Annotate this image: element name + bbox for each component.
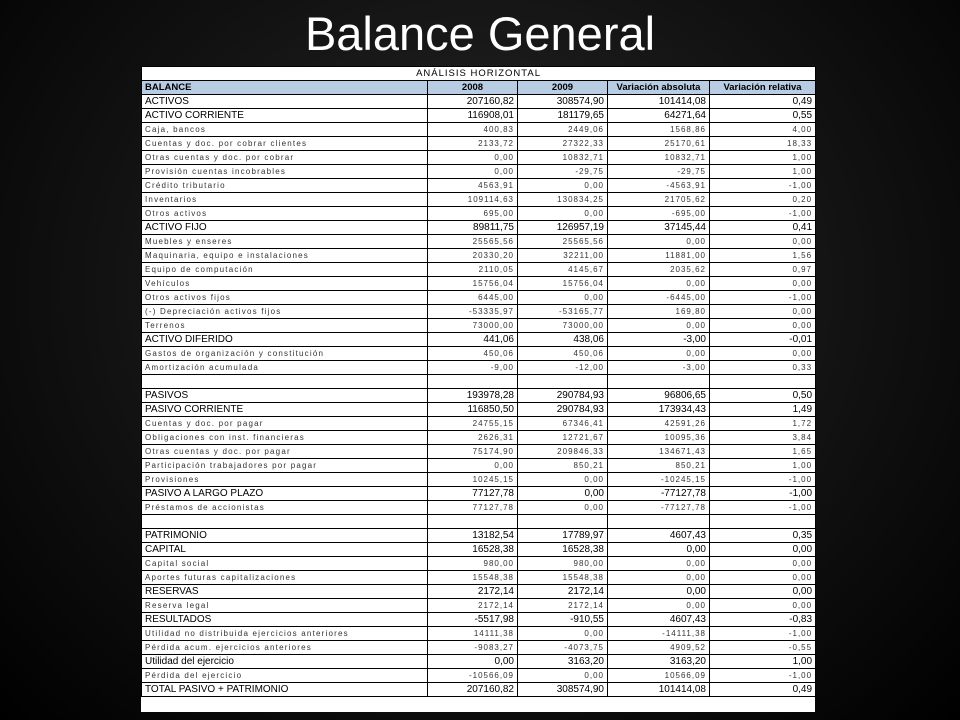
cell-2009: 12721,67 bbox=[518, 431, 608, 445]
cell-2008: 0,00 bbox=[428, 151, 518, 165]
cell-2009: 4145,67 bbox=[518, 263, 608, 277]
table-row bbox=[142, 417, 816, 431]
cell-variacion-relativa: -0,01 bbox=[710, 333, 816, 347]
cell-2009: 0,00 bbox=[518, 207, 608, 221]
cell-2009: -29,75 bbox=[518, 165, 608, 179]
cell-2009: 2172,14 bbox=[518, 599, 608, 613]
table-row bbox=[142, 179, 816, 193]
table-row bbox=[142, 641, 816, 655]
row-label: Muebles y enseres bbox=[142, 235, 428, 249]
cell-2009: 10832,71 bbox=[518, 151, 608, 165]
table-row bbox=[142, 263, 816, 277]
cell-2008: -5517,98 bbox=[428, 613, 518, 627]
table-row bbox=[142, 249, 816, 263]
cell-2009: 73000,00 bbox=[518, 319, 608, 333]
table-row bbox=[142, 669, 816, 683]
row-label: Otros activos bbox=[142, 207, 428, 221]
cell-variacion-absoluta: 64271,64 bbox=[608, 109, 710, 123]
table-row bbox=[142, 459, 816, 473]
cell-2009: 126957,19 bbox=[518, 221, 608, 235]
table-row bbox=[142, 501, 816, 515]
cell-variacion-absoluta: 0,00 bbox=[608, 277, 710, 291]
cell-2009: 0,00 bbox=[518, 291, 608, 305]
cell-2009: 438,06 bbox=[518, 333, 608, 347]
cell-2008 bbox=[428, 515, 518, 529]
cell-2009: 32211,00 bbox=[518, 249, 608, 263]
row-label: RESULTADOS bbox=[142, 613, 428, 627]
table-row bbox=[142, 599, 816, 613]
cell-2008 bbox=[428, 375, 518, 389]
cell-2008: 441,06 bbox=[428, 333, 518, 347]
cell-variacion-relativa: -1,00 bbox=[710, 207, 816, 221]
row-label: Terrenos bbox=[142, 319, 428, 333]
cell-variacion-absoluta: 4607,43 bbox=[608, 613, 710, 627]
cell-variacion-absoluta: 0,00 bbox=[608, 543, 710, 557]
cell-2008: 75174,90 bbox=[428, 445, 518, 459]
cell-variacion-relativa: 0,97 bbox=[710, 263, 816, 277]
cell-variacion-absoluta: 134671,43 bbox=[608, 445, 710, 459]
table-row bbox=[142, 403, 816, 417]
table-row bbox=[142, 431, 816, 445]
cell-2009: 0,00 bbox=[518, 179, 608, 193]
cell-2009: 290784,93 bbox=[518, 403, 608, 417]
header-balance: BALANCE bbox=[142, 81, 428, 95]
cell-2008: 6445,00 bbox=[428, 291, 518, 305]
row-label: Participación trabajadores por pagar bbox=[142, 459, 428, 473]
header-2009: 2009 bbox=[518, 81, 608, 95]
table-row bbox=[142, 291, 816, 305]
cell-variacion-relativa: 1,49 bbox=[710, 403, 816, 417]
cell-2008: 116908,01 bbox=[428, 109, 518, 123]
cell-variacion-relativa: 0,00 bbox=[710, 543, 816, 557]
cell-2008: 0,00 bbox=[428, 165, 518, 179]
table-row bbox=[142, 529, 816, 543]
row-label: ACTIVOS bbox=[142, 95, 428, 109]
table-row bbox=[142, 389, 816, 403]
cell-2008: 20330,20 bbox=[428, 249, 518, 263]
balance-table bbox=[141, 66, 816, 697]
table-row bbox=[142, 193, 816, 207]
row-label: ACTIVO FIJO bbox=[142, 221, 428, 235]
cell-2009: 25565,56 bbox=[518, 235, 608, 249]
cell-2009: 3163,20 bbox=[518, 655, 608, 669]
cell-variacion-absoluta: -3,00 bbox=[608, 361, 710, 375]
table-row bbox=[142, 277, 816, 291]
cell-2009: 0,00 bbox=[518, 501, 608, 515]
row-label: Inventarios bbox=[142, 193, 428, 207]
table-row bbox=[142, 221, 816, 235]
cell-variacion-relativa: 0,00 bbox=[710, 277, 816, 291]
cell-variacion-relativa: -1,00 bbox=[710, 473, 816, 487]
cell-2009: 0,00 bbox=[518, 669, 608, 683]
cell-2009: 850,21 bbox=[518, 459, 608, 473]
cell-variacion-relativa: 1,00 bbox=[710, 165, 816, 179]
row-label: PASIVOS bbox=[142, 389, 428, 403]
cell-variacion-relativa: 1,00 bbox=[710, 151, 816, 165]
cell-2008: 13182,54 bbox=[428, 529, 518, 543]
table-row bbox=[142, 655, 816, 669]
cell-variacion-absoluta: 4607,43 bbox=[608, 529, 710, 543]
cell-variacion-absoluta: -6445,00 bbox=[608, 291, 710, 305]
cell-variacion-absoluta: 173934,43 bbox=[608, 403, 710, 417]
row-label: Utilidad del ejercicio bbox=[142, 655, 428, 669]
table-row bbox=[142, 487, 816, 501]
table-row bbox=[142, 683, 816, 697]
header-variacion-absoluta: Variación absoluta bbox=[608, 81, 710, 95]
table-body bbox=[142, 95, 816, 697]
table-row bbox=[142, 165, 816, 179]
cell-2009 bbox=[518, 515, 608, 529]
cell-variacion-relativa: 0,50 bbox=[710, 389, 816, 403]
table-row bbox=[142, 585, 816, 599]
cell-2009: -12,00 bbox=[518, 361, 608, 375]
row-label: Vehículos bbox=[142, 277, 428, 291]
cell-2008: 116850,50 bbox=[428, 403, 518, 417]
cell-2009: 17789,97 bbox=[518, 529, 608, 543]
cell-variacion-relativa: 0,00 bbox=[710, 305, 816, 319]
slide-title: Balance General bbox=[304, 7, 656, 60]
cell-2008: 77127,78 bbox=[428, 501, 518, 515]
row-label: Préstamos de accionistas bbox=[142, 501, 428, 515]
cell-variacion-relativa: 1,56 bbox=[710, 249, 816, 263]
cell-variacion-absoluta: 0,00 bbox=[608, 585, 710, 599]
header-2008: 2008 bbox=[428, 81, 518, 95]
cell-2008: -9,00 bbox=[428, 361, 518, 375]
cell-variacion-absoluta: 10566,09 bbox=[608, 669, 710, 683]
cell-variacion-absoluta: 0,00 bbox=[608, 599, 710, 613]
row-label: Pérdida del ejercicio bbox=[142, 669, 428, 683]
cell-2008: 2110,05 bbox=[428, 263, 518, 277]
cell-variacion-relativa: 0,49 bbox=[710, 683, 816, 697]
row-label: RESERVAS bbox=[142, 585, 428, 599]
cell-variacion-relativa: 0,00 bbox=[710, 235, 816, 249]
cell-2008: 16528,38 bbox=[428, 543, 518, 557]
cell-2008: 0,00 bbox=[428, 655, 518, 669]
row-label: Reserva legal bbox=[142, 599, 428, 613]
table-row bbox=[142, 473, 816, 487]
cell-variacion-relativa: 0,55 bbox=[710, 109, 816, 123]
cell-variacion-relativa: -1,00 bbox=[710, 291, 816, 305]
cell-variacion-absoluta: -77127,78 bbox=[608, 487, 710, 501]
cell-2008: 4563,91 bbox=[428, 179, 518, 193]
cell-variacion-absoluta: 21705,62 bbox=[608, 193, 710, 207]
cell-variacion-absoluta: 10095,36 bbox=[608, 431, 710, 445]
cell-2009: 15548,38 bbox=[518, 571, 608, 585]
cell-2009: 209846,33 bbox=[518, 445, 608, 459]
cell-2009: 308574,90 bbox=[518, 95, 608, 109]
cell-variacion-relativa: -0,55 bbox=[710, 641, 816, 655]
cell-2008: 89811,75 bbox=[428, 221, 518, 235]
cell-2008: 695,00 bbox=[428, 207, 518, 221]
cell-variacion-absoluta: 2035,62 bbox=[608, 263, 710, 277]
table-caption: ANÁLISIS HORIZONTAL bbox=[142, 67, 816, 81]
cell-variacion-relativa: 0,41 bbox=[710, 221, 816, 235]
cell-2008: 24755,15 bbox=[428, 417, 518, 431]
cell-2008: 15548,38 bbox=[428, 571, 518, 585]
table-row bbox=[142, 515, 816, 529]
cell-2009: 16528,38 bbox=[518, 543, 608, 557]
cell-2008: 193978,28 bbox=[428, 389, 518, 403]
row-label: Otras cuentas y doc. por cobrar bbox=[142, 151, 428, 165]
table-row bbox=[142, 347, 816, 361]
cell-variacion-absoluta: -3,00 bbox=[608, 333, 710, 347]
cell-variacion-relativa: -1,00 bbox=[710, 669, 816, 683]
table-caption-row bbox=[142, 67, 816, 81]
cell-variacion-absoluta bbox=[608, 515, 710, 529]
row-label: Provisiones bbox=[142, 473, 428, 487]
cell-2009: 130834,25 bbox=[518, 193, 608, 207]
row-label: Aportes futuras capitalizaciones bbox=[142, 571, 428, 585]
cell-2009 bbox=[518, 375, 608, 389]
cell-variacion-absoluta bbox=[608, 375, 710, 389]
cell-2009: 0,00 bbox=[518, 473, 608, 487]
cell-2008: 14111,38 bbox=[428, 627, 518, 641]
row-label: PASIVO A LARGO PLAZO bbox=[142, 487, 428, 501]
cell-variacion-relativa: -1,00 bbox=[710, 179, 816, 193]
cell-variacion-absoluta: 101414,08 bbox=[608, 95, 710, 109]
cell-variacion-relativa: -0,83 bbox=[710, 613, 816, 627]
cell-2009: 2449,06 bbox=[518, 123, 608, 137]
cell-2008: 207160,82 bbox=[428, 683, 518, 697]
cell-variacion-absoluta: 4909,52 bbox=[608, 641, 710, 655]
cell-variacion-absoluta: 10832,71 bbox=[608, 151, 710, 165]
cell-variacion-absoluta: 96806,65 bbox=[608, 389, 710, 403]
cell-2009: 27322,33 bbox=[518, 137, 608, 151]
cell-2008: 15756,04 bbox=[428, 277, 518, 291]
row-label: Capital social bbox=[142, 557, 428, 571]
table-row bbox=[142, 305, 816, 319]
cell-2009: 67346,41 bbox=[518, 417, 608, 431]
row-label: Utilidad no distribuida ejercicios anteriores bbox=[142, 627, 428, 641]
table-row bbox=[142, 109, 816, 123]
cell-variacion-absoluta: 0,00 bbox=[608, 235, 710, 249]
row-label: Gastos de organización y constitución bbox=[142, 347, 428, 361]
cell-2008: 2172,14 bbox=[428, 585, 518, 599]
row-label bbox=[142, 515, 428, 529]
cell-2008: 0,00 bbox=[428, 459, 518, 473]
table-header-row bbox=[142, 81, 816, 95]
cell-2009: 980,00 bbox=[518, 557, 608, 571]
cell-variacion-relativa: 1,00 bbox=[710, 459, 816, 473]
cell-2008: 2626,31 bbox=[428, 431, 518, 445]
cell-variacion-relativa: 1,00 bbox=[710, 655, 816, 669]
row-label: CAPITAL bbox=[142, 543, 428, 557]
cell-2008: 10245,15 bbox=[428, 473, 518, 487]
row-label: Cuentas y doc. por pagar bbox=[142, 417, 428, 431]
cell-variacion-relativa bbox=[710, 515, 816, 529]
cell-2008: 109114,63 bbox=[428, 193, 518, 207]
row-label: PASIVO CORRIENTE bbox=[142, 403, 428, 417]
cell-variacion-absoluta: 25170,61 bbox=[608, 137, 710, 151]
row-label: Provisión cuentas incobrables bbox=[142, 165, 428, 179]
row-label: Otras cuentas y doc. por pagar bbox=[142, 445, 428, 459]
cell-variacion-absoluta: -695,00 bbox=[608, 207, 710, 221]
header-variacion-relativa: Variación relativa bbox=[710, 81, 816, 95]
cell-variacion-absoluta: -10245,15 bbox=[608, 473, 710, 487]
table-row bbox=[142, 445, 816, 459]
cell-variacion-absoluta: 0,00 bbox=[608, 319, 710, 333]
table-row bbox=[142, 137, 816, 151]
cell-variacion-absoluta: 101414,08 bbox=[608, 683, 710, 697]
cell-2009: -53165,77 bbox=[518, 305, 608, 319]
cell-2009: -910,55 bbox=[518, 613, 608, 627]
cell-2008: 400,83 bbox=[428, 123, 518, 137]
balance-sheet-table-container bbox=[141, 66, 815, 712]
cell-variacion-absoluta: 42591,26 bbox=[608, 417, 710, 431]
cell-variacion-relativa: 18,33 bbox=[710, 137, 816, 151]
row-label: Pérdida acum. ejercicios anteriores bbox=[142, 641, 428, 655]
table-row bbox=[142, 333, 816, 347]
cell-variacion-relativa: 0,00 bbox=[710, 585, 816, 599]
cell-2009: 15756,04 bbox=[518, 277, 608, 291]
table-row bbox=[142, 207, 816, 221]
cell-variacion-absoluta: 0,00 bbox=[608, 557, 710, 571]
cell-2009: 181179,65 bbox=[518, 109, 608, 123]
cell-variacion-relativa bbox=[710, 375, 816, 389]
cell-2008: 2133,72 bbox=[428, 137, 518, 151]
cell-variacion-relativa: 1,72 bbox=[710, 417, 816, 431]
cell-variacion-absoluta: 0,00 bbox=[608, 571, 710, 585]
cell-2008: -53335,97 bbox=[428, 305, 518, 319]
table-row bbox=[142, 151, 816, 165]
row-label: ACTIVO CORRIENTE bbox=[142, 109, 428, 123]
cell-2008: 73000,00 bbox=[428, 319, 518, 333]
cell-2008: 2172,14 bbox=[428, 599, 518, 613]
row-label: Crédito tributario bbox=[142, 179, 428, 193]
cell-2008: 77127,78 bbox=[428, 487, 518, 501]
cell-variacion-relativa: 0,00 bbox=[710, 557, 816, 571]
cell-2008: 207160,82 bbox=[428, 95, 518, 109]
cell-variacion-relativa: 1,65 bbox=[710, 445, 816, 459]
cell-variacion-absoluta: 1568,86 bbox=[608, 123, 710, 137]
cell-variacion-relativa: 0,00 bbox=[710, 347, 816, 361]
cell-variacion-absoluta: -29,75 bbox=[608, 165, 710, 179]
table-row bbox=[142, 571, 816, 585]
row-label: Caja, bancos bbox=[142, 123, 428, 137]
row-label: Equipo de computación bbox=[142, 263, 428, 277]
table-row bbox=[142, 375, 816, 389]
cell-2008: 980,00 bbox=[428, 557, 518, 571]
cell-variacion-relativa: 4,00 bbox=[710, 123, 816, 137]
cell-variacion-relativa: 3,84 bbox=[710, 431, 816, 445]
cell-variacion-relativa: -1,00 bbox=[710, 487, 816, 501]
cell-2009: 0,00 bbox=[518, 487, 608, 501]
table-row bbox=[142, 543, 816, 557]
cell-2009: 450,06 bbox=[518, 347, 608, 361]
cell-variacion-relativa: 0,49 bbox=[710, 95, 816, 109]
cell-2009: 308574,90 bbox=[518, 683, 608, 697]
cell-2008: -10566,09 bbox=[428, 669, 518, 683]
table-row bbox=[142, 613, 816, 627]
cell-2009: 0,00 bbox=[518, 627, 608, 641]
table-row bbox=[142, 235, 816, 249]
row-label: Obligaciones con inst. financieras bbox=[142, 431, 428, 445]
row-label: ACTIVO DIFERIDO bbox=[142, 333, 428, 347]
cell-variacion-relativa: 0,35 bbox=[710, 529, 816, 543]
row-label: TOTAL PASIVO + PATRIMONIO bbox=[142, 683, 428, 697]
table-row bbox=[142, 627, 816, 641]
row-label: (-) Depreciación activos fijos bbox=[142, 305, 428, 319]
cell-variacion-absoluta: 11881,00 bbox=[608, 249, 710, 263]
table-row bbox=[142, 123, 816, 137]
cell-2008: 25565,56 bbox=[428, 235, 518, 249]
row-label: Otros activos fijos bbox=[142, 291, 428, 305]
cell-2009: 290784,93 bbox=[518, 389, 608, 403]
cell-2008: 450,06 bbox=[428, 347, 518, 361]
cell-variacion-absoluta: -77127,78 bbox=[608, 501, 710, 515]
cell-variacion-relativa: 0,20 bbox=[710, 193, 816, 207]
cell-2009: 2172,14 bbox=[518, 585, 608, 599]
table-row bbox=[142, 95, 816, 109]
cell-variacion-relativa: 0,00 bbox=[710, 571, 816, 585]
cell-variacion-absoluta: 850,21 bbox=[608, 459, 710, 473]
cell-variacion-relativa: 0,00 bbox=[710, 319, 816, 333]
cell-variacion-relativa: -1,00 bbox=[710, 627, 816, 641]
row-label: Amortización acumulada bbox=[142, 361, 428, 375]
cell-variacion-absoluta: -14111,38 bbox=[608, 627, 710, 641]
cell-variacion-relativa: 0,33 bbox=[710, 361, 816, 375]
row-label bbox=[142, 375, 428, 389]
row-label: Maquinaria, equipo e instalaciones bbox=[142, 249, 428, 263]
table-row bbox=[142, 319, 816, 333]
table-row bbox=[142, 557, 816, 571]
cell-2009: -4073,75 bbox=[518, 641, 608, 655]
row-label: Cuentas y doc. por cobrar clientes bbox=[142, 137, 428, 151]
cell-variacion-absoluta: 169,80 bbox=[608, 305, 710, 319]
cell-2008: -9083,27 bbox=[428, 641, 518, 655]
cell-variacion-absoluta: -4563,91 bbox=[608, 179, 710, 193]
row-label: PATRIMONIO bbox=[142, 529, 428, 543]
cell-variacion-relativa: 0,00 bbox=[710, 599, 816, 613]
cell-variacion-absoluta: 3163,20 bbox=[608, 655, 710, 669]
cell-variacion-absoluta: 37145,44 bbox=[608, 221, 710, 235]
table-row bbox=[142, 361, 816, 375]
cell-variacion-absoluta: 0,00 bbox=[608, 347, 710, 361]
cell-variacion-relativa: -1,00 bbox=[710, 501, 816, 515]
